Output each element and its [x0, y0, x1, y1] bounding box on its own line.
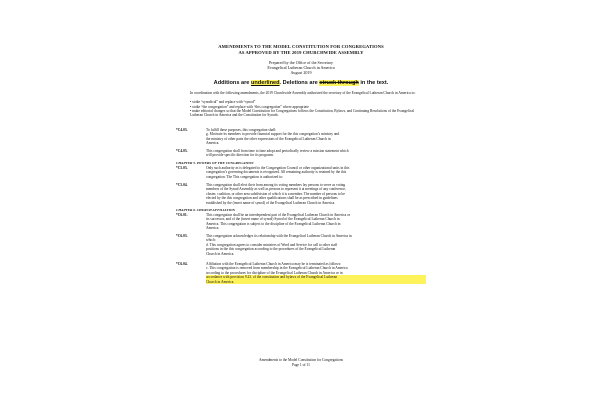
chapter-heading: CHAPTER 5. POWERS OF THE CONGREGATION	[176, 161, 254, 165]
section-text: This congregation shall elect their from among its voting members lay persons to serve as voting members of the Synod Assembly as well as persons to represent it at meetings of any conference, cluster, coalition, or other area subdivision of which it is a member. The number of persons to be elected by the this congregation and other qualifications shall be as prescribed in guidelines established by the (insert name of synod) of the Evangelical Lutheran Church in America.	[206, 183, 346, 205]
document-title-line-2: AS APPROVED BY THE 2019 CHURCHWIDE ASSEMBLY	[238, 50, 364, 55]
edit-legend-middle: . Deletions are	[279, 80, 320, 86]
section-text: To fulfill these purposes, this congregation shall: g. Motivate its members to provide financial support for the this congregation’s ministry and the ministry of other parts the other expressions of the Evangelical Lutheran Church in America.	[206, 128, 340, 146]
section-number: *C6.03.	[176, 234, 188, 238]
page-number: Page 1 of 11	[292, 363, 310, 367]
document-page	[170, 38, 432, 373]
deletions-marker: struck through	[319, 80, 359, 86]
section-text: Only such authority as is delegated to the Congregation Council or other organizational units in this congregation’s governing documents is recognized. All remaining authority is retained by the this congregation. The This congregation is authorized to:	[206, 166, 350, 179]
intro-bullet: • make editorial changes so that the Model Constitution for Congregations follows the Constitution, Bylaws, and Continuing Resolutions of the Evangelical Lutheran Church in America and the Constitution for Synods.	[190, 109, 415, 118]
intro-bullet: • strike “synodical” and replace with “synod”	[190, 100, 256, 104]
section-number: *C6.04.	[176, 262, 188, 266]
intro-paragraph: In coordination with the following amendments, the 2019 Churchwide Assembly authorized the secretary of the Evangelical Lutheran Church in America to:	[190, 91, 416, 95]
section-number: *C6.01.	[176, 213, 188, 217]
section-number: *C4.05.	[176, 149, 188, 153]
section-text: This congregation shall be an interdependent part of the Evangelical Lutheran Church in America or its successor, and of the (insert name of synod) Synod of the Evangelical Lutheran Church in America. This congregation is subject to the discipline of the Evangelical Lutheran Church in America.	[206, 213, 351, 231]
section-number: *C5.04.	[176, 183, 188, 187]
document-title-line-1: AMENDMENTS TO THE MODEL CONSTITUTION FOR CONGREGATIONS	[218, 44, 384, 49]
document-date: August 2019	[290, 70, 312, 75]
additions-marker: underlined	[250, 80, 280, 86]
section-number: *C4.03.	[176, 128, 188, 132]
edit-legend	[170, 80, 432, 86]
section-text: This congregation shall from time to time adopt and periodically review a mission statement which will provide specific direction for its programs.	[206, 149, 349, 158]
footer-title: Amendments to the Model Constitution for Congregations	[258, 358, 344, 362]
intro-bullet: • strike “the congregation” and replace with “this congregation” where appropriate	[190, 104, 309, 109]
edit-legend-prefix: Additions are	[213, 80, 251, 86]
prepared-by: Prepared by the Office of the Secretary	[268, 60, 334, 65]
section-text: This congregation acknowledges its relationship with the Evangelical Lutheran Church in America in which: d. This congregation agrees to consider ministers of Word and Service for call to other staff positions in the this congregation according to the procedures of the Evangelical Lutheran Church in America.	[206, 234, 352, 256]
section-number: *C5.03.	[176, 166, 188, 170]
section-text: Affiliation with the Evangelical Lutheran Church in America may be is terminated as follows: c. This congregation is removed from membership in the Evangelical Lutheran Church in America according to the procedures for discipline of the Evangelical Lutheran Church in America or in accordance with provision 9.23. of the constitution and bylaws of the Evangelical Lutheran Church in America.	[206, 262, 426, 284]
organization-name: Evangelical Lutheran Church in America	[267, 65, 335, 70]
edit-legend-suffix: in the text.	[358, 80, 389, 86]
chapter-heading: CHAPTER 6. CHURCH AFFILIATION	[176, 208, 235, 212]
